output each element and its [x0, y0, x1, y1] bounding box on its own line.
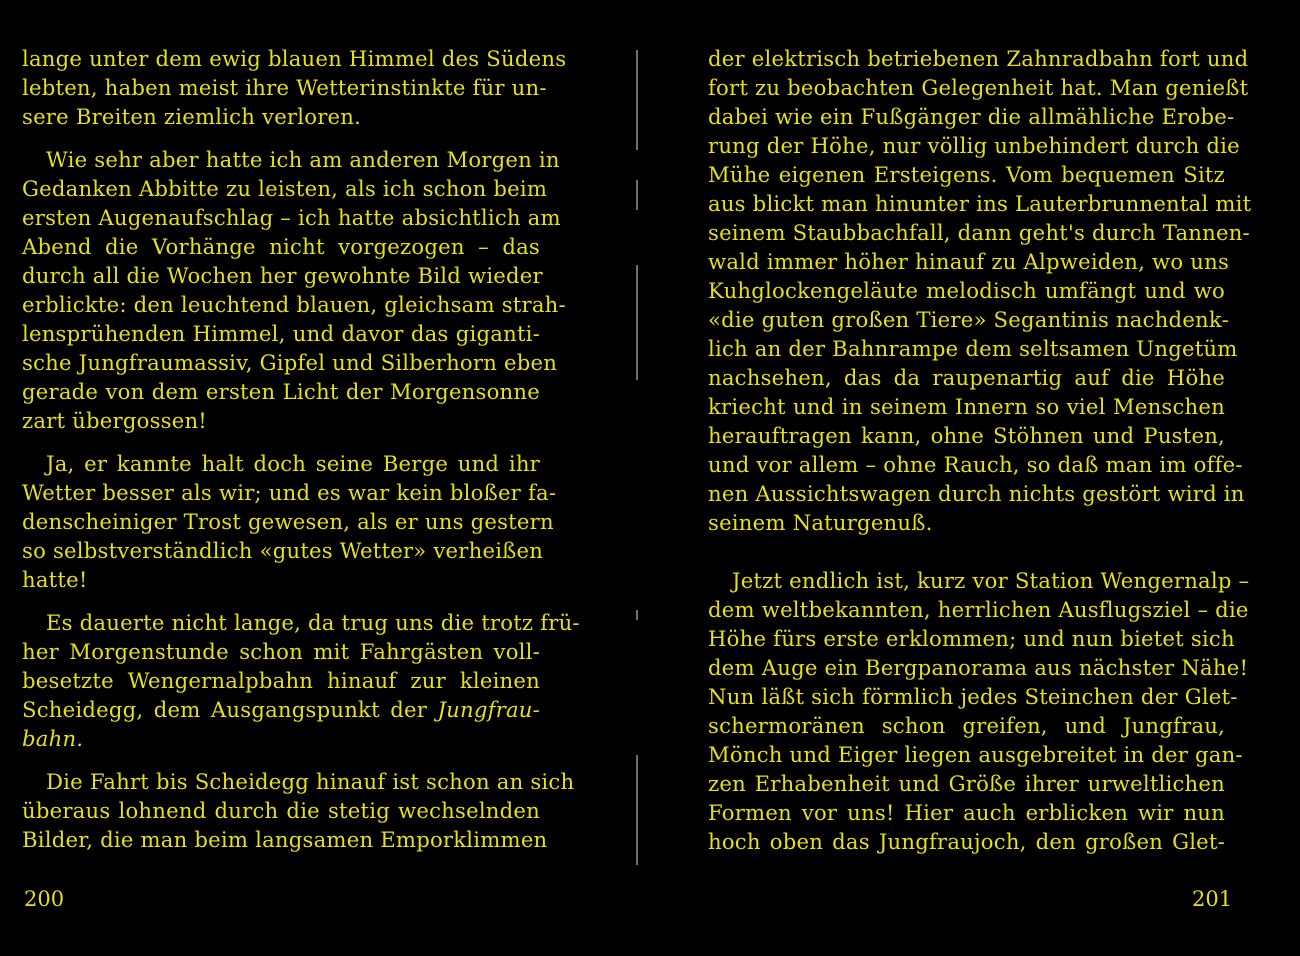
page-number-left: 200 — [24, 887, 65, 911]
text-line: rung der Höhe, nur völlig unbehindert durch die — [708, 133, 1240, 158]
text-line: dem Auge ein Bergpanorama aus nächster Nähe! — [708, 655, 1249, 680]
text-line: gerade von dem ersten Licht der Morgensonne — [22, 379, 540, 404]
text-line: Jetzt endlich ist, kurz vor Station Wengernalp – — [732, 568, 1250, 593]
text-line: besetzte Wengernalpbahn hinauf zur kleinen — [22, 668, 540, 693]
text-line: hatte! — [22, 567, 88, 592]
text-line: Höhe fürs erste erklommen; und nun bietet sich — [708, 626, 1235, 651]
right-paragraph-1 — [708, 44, 1252, 537]
text-line: herauftragen kann, ohne Stöhnen und Pusten, — [708, 423, 1225, 448]
text-line: seinem Staubbachfall, dann geht's durch Tannen- — [708, 220, 1250, 245]
text-line: Formen vor uns! Hier auch erblicken wir nun — [708, 800, 1225, 825]
left-page — [22, 44, 580, 868]
text-line: lich an der Bahnrampe dem seltsamen Ungetüm — [708, 336, 1238, 361]
left-paragraph-1 — [22, 44, 567, 131]
text-line: nen Aussichtswagen durch nichts gestört wird in — [708, 481, 1245, 506]
text-line: zen Erhabenheit und Größe ihrer urweltlichen — [708, 771, 1225, 796]
text-line: Kuhglockengeläute melodisch umfängt und wo — [708, 278, 1225, 303]
text-line: dem weltbekannten, herrlichen Ausflugsziel – die — [708, 597, 1249, 622]
text-line: lange unter dem ewig blauen Himmel des Südens — [22, 46, 567, 71]
text-line: «die guten großen Tiere» Segantinis nachdenk- — [708, 307, 1229, 332]
text-line: Ja, er kannte halt doch seine Berge und ihr — [46, 451, 540, 476]
text-line: Abend die Vorhänge nicht vorgezogen – das — [22, 234, 540, 259]
text-line: wald immer höher hinauf zu Alpweiden, wo uns — [708, 249, 1230, 274]
text-line: Bilder, die man beim langsamen Emporklimmen — [22, 827, 548, 852]
text-line: Gedanken Abbitte zu leisten, als ich schon beim — [22, 176, 548, 201]
left-paragraph-4 — [22, 608, 580, 753]
text-line: sche Jungfraumassiv, Gipfel und Silberhorn eben — [22, 350, 558, 375]
text-line: Wie sehr aber hatte ich am anderen Morgen in — [46, 147, 560, 172]
text-line: dabei wie ein Fußgänger die allmähliche Erobe- — [708, 104, 1235, 129]
left-paragraph-2 — [22, 145, 566, 435]
left-paragraph-5 — [22, 767, 575, 854]
book-gutter — [628, 40, 648, 880]
text-line: sere Breiten ziemlich verloren. — [22, 104, 362, 129]
page-number-right: 201 — [1192, 887, 1233, 911]
gutter-speck — [636, 180, 638, 210]
text-line: Mühe eigenen Ersteigens. Vom bequemen Sitz — [708, 162, 1225, 187]
text-line: Nun läßt sich förmlich jedes Steinchen der Glet- — [708, 684, 1238, 709]
text-line: lebten, haben meist ihre Wetterinstinkte für un- — [22, 75, 547, 100]
text-line: seinem Naturgenuß. — [708, 510, 933, 535]
text-line: Mönch und Eiger liegen ausgebreitet in der gan- — [708, 742, 1243, 767]
text-line: her Morgenstunde schon mit Fahrgästen voll- — [22, 639, 540, 664]
text-fragment: Scheidegg, dem Ausgangspunkt der — [22, 697, 438, 722]
text-line: durch all die Wochen her gewohnte Bild wieder — [22, 263, 543, 288]
text-line: Die Fahrt bis Scheidegg hinauf ist schon an sich — [46, 769, 575, 794]
text-line: aus blickt man hinunter ins Lauterbrunnental mit — [708, 191, 1252, 216]
text-line: kriecht und in seinem Innern so viel Menschen — [708, 394, 1225, 419]
gutter-speck — [636, 265, 638, 380]
left-paragraph-3 — [22, 449, 557, 594]
italic-title-jungfraubahn: Jungfrau- — [437, 697, 540, 722]
text-line: nachsehen, das da raupenartig auf die Höhe — [708, 365, 1225, 390]
text-line: ersten Augenaufschlag – ich hatte absichtlich am — [22, 205, 561, 230]
text-line: der elektrisch betriebenen Zahnradbahn fort und — [708, 46, 1249, 71]
text-line: zart übergossen! — [22, 408, 208, 433]
gutter-speck — [636, 755, 638, 865]
text-line: fort zu beobachten Gelegenheit hat. Man genießt — [708, 75, 1249, 100]
text-line: und vor allem – ohne Rauch, so daß man im offe- — [708, 452, 1243, 477]
text-line: erblickte: den leuchtend blauen, gleichsam strah- — [22, 292, 566, 317]
text-line: Wetter besser als wir; und es war kein bloßer fa- — [22, 480, 557, 505]
text-line: Es dauerte nicht lange, da trug uns die trotz frü- — [46, 610, 580, 635]
right-page — [708, 44, 1252, 870]
right-paragraph-2 — [708, 566, 1250, 856]
text-line: lensprühenden Himmel, und davor das giganti- — [22, 321, 540, 346]
text-line: hoch oben das Jungfraujoch, den großen Glet- — [708, 829, 1225, 854]
text-line — [22, 695, 540, 724]
text-line: so selbstverständlich «gutes Wetter» verheißen — [22, 538, 544, 563]
text-line: denscheiniger Trost gewesen, als er uns gestern — [22, 509, 554, 534]
text-line: überaus lohnend durch die stetig wechselnden — [22, 798, 540, 823]
text-line: schermoränen schon greifen, und Jungfrau, — [708, 713, 1225, 738]
italic-title-jungfraubahn-end: bahn. — [22, 726, 84, 751]
gutter-speck — [636, 50, 638, 150]
gutter-speck — [636, 610, 638, 620]
